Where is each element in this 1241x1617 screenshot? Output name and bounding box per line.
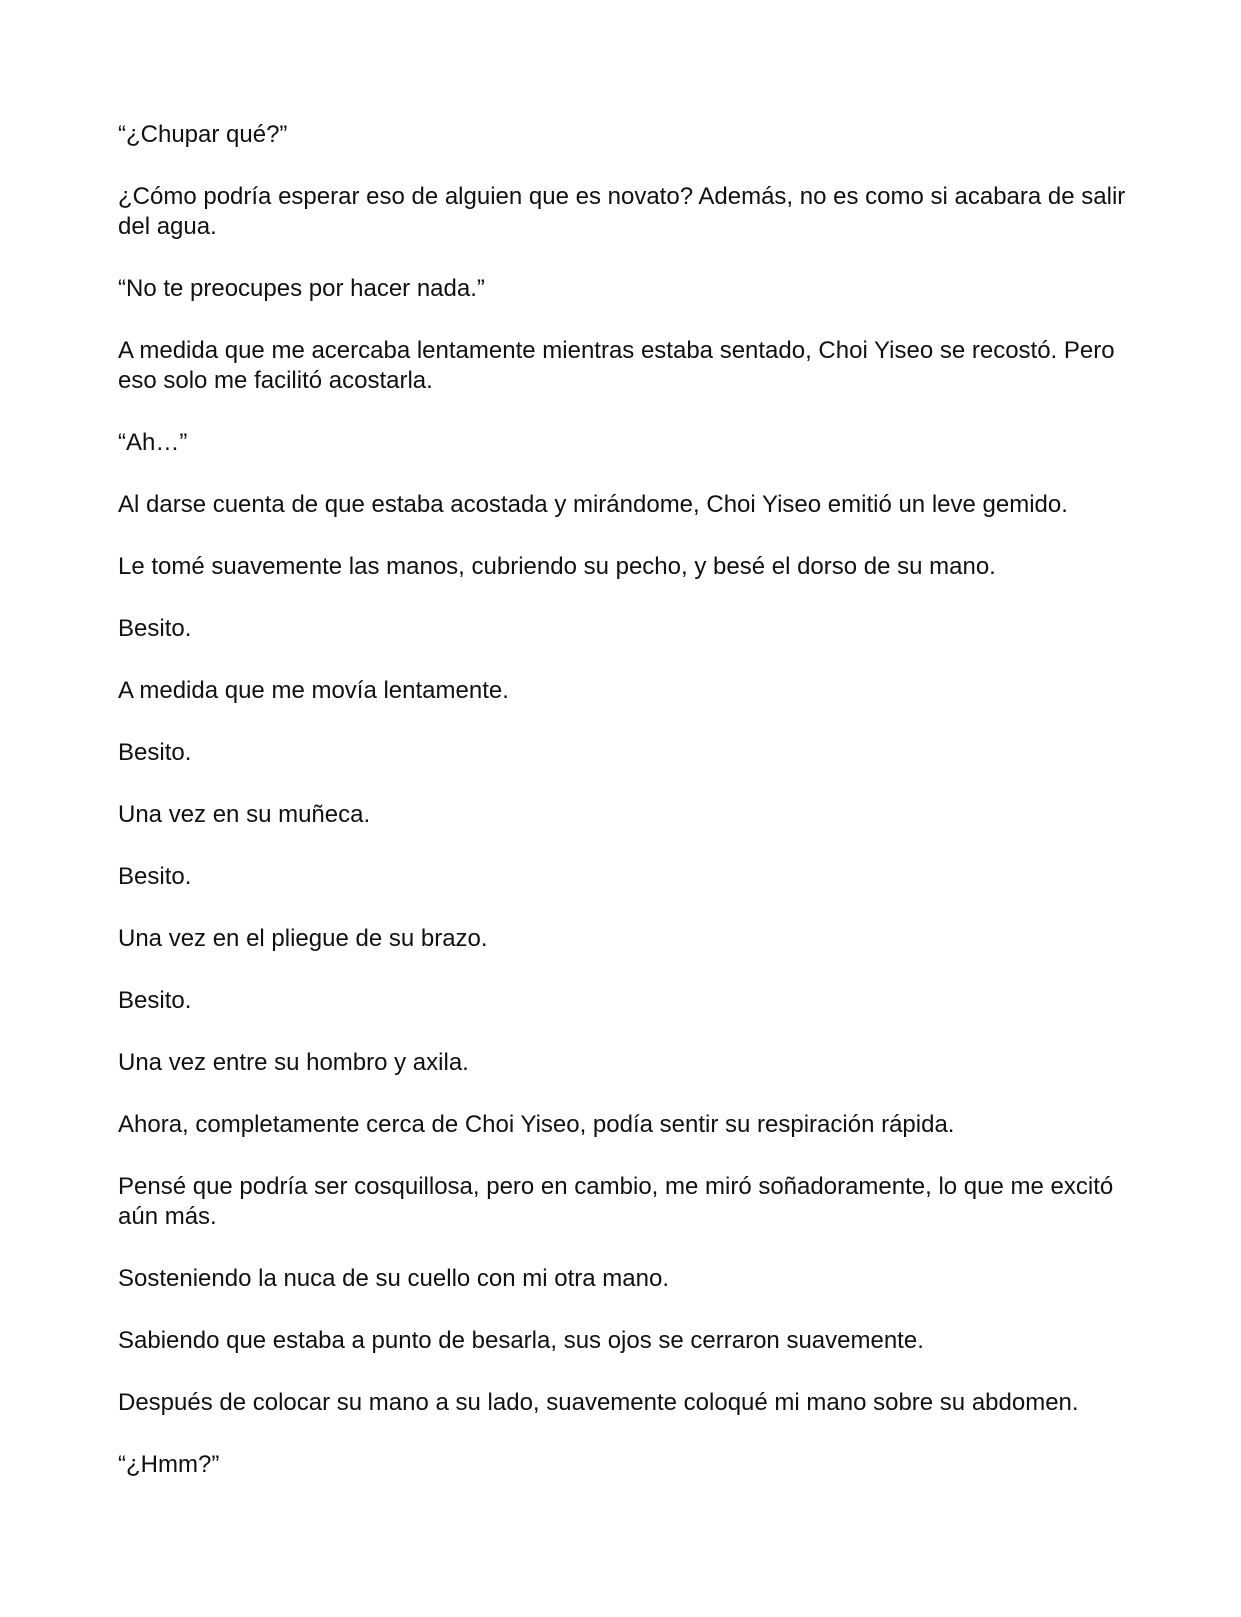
paragraph: Sosteniendo la nuca de su cuello con mi otra mano. [118,1265,670,1292]
paragraph: Al darse cuenta de que estaba acostada y mirándome, Choi Yiseo emitió un leve gemido. [118,491,1068,518]
paragraph: Una vez en el pliegue de su brazo. [118,925,488,952]
paragraph: Besito. [118,739,192,766]
paragraph: “¿Hmm?” [118,1451,220,1478]
paragraph: Una vez en su muñeca. [118,801,371,828]
paragraph: A medida que me movía lentamente. [118,677,509,704]
paragraph: Después de colocar su mano a su lado, suavemente coloqué mi mano sobre su abdomen. [118,1389,1079,1416]
paragraph: Sabiendo que estaba a punto de besarla, sus ojos se cerraron suavemente. [118,1327,924,1354]
paragraph: ¿Cómo podría esperar eso de alguien que es novato? Además, no es como si acabara de salir del agua. [118,183,1126,240]
paragraph: “¿Chupar qué?” [118,121,288,148]
paragraph: Besito. [118,863,192,890]
paragraph: Besito. [118,987,192,1014]
paragraph: Una vez entre su hombro y axila. [118,1049,469,1076]
document-body [118,120,1128,1512]
paragraph: Ahora, completamente cerca de Choi Yiseo, podía sentir su respiración rápida. [118,1111,955,1138]
paragraph: Pensé que podría ser cosquillosa, pero en cambio, me miró soñadoramente, lo que me excitó aún más. [118,1173,1114,1230]
paragraph: “No te preocupes por hacer nada.” [118,275,485,302]
paragraph: Le tomé suavemente las manos, cubriendo su pecho, y besé el dorso de su mano. [118,553,996,580]
paragraph: A medida que me acercaba lentamente mientras estaba sentado, Choi Yiseo se recostó. Pero eso solo me facilitó acostarla. [118,337,1115,394]
paragraph: “Ah…” [118,429,188,456]
paragraph: Besito. [118,615,192,642]
